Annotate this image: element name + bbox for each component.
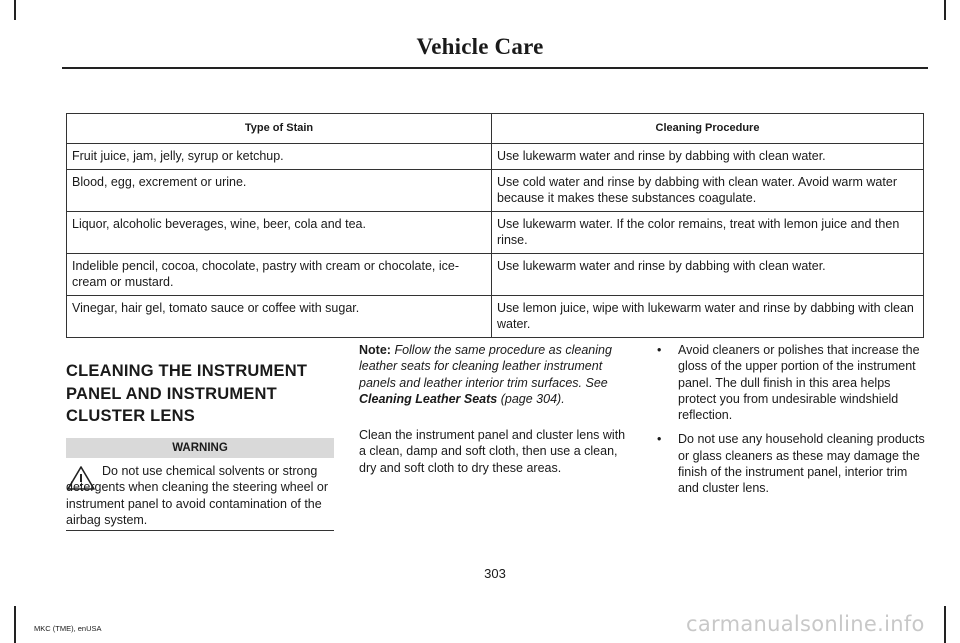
procedure-cell: Use lemon juice, wipe with lukewarm water and rinse by dabbing with clean water. [492, 296, 924, 338]
cross-reference-link[interactable]: Cleaning Leather Seats [359, 391, 498, 406]
list-item [655, 342, 927, 423]
procedure-cell: Use lukewarm water and rinse by dabbing with clean water. [492, 144, 924, 170]
stain-cell: Blood, egg, excrement or urine. [67, 170, 492, 212]
stain-cell: Liquor, alcoholic beverages, wine, beer, cola and tea. [67, 212, 492, 254]
list-item [655, 431, 927, 496]
stain-cell: Vinegar, hair gel, tomato sauce or coffee with sugar. [67, 296, 492, 338]
column-header-procedure: Cleaning Procedure [492, 114, 924, 144]
note-block [359, 342, 631, 407]
watermark: carmanualsonline.info [686, 612, 925, 636]
warning-label: WARNING [66, 438, 334, 458]
note-text: Follow the same procedure as cleaning leather seats for cleaning leather instrument panels and leather interior trim surfaces. [359, 343, 612, 390]
table-row [67, 296, 924, 338]
section-heading: CLEANING THE INSTRUMENT PANEL AND INSTRUMENT CLUSTER LENS [66, 362, 308, 425]
table-header-row [67, 114, 924, 144]
document-id: MKC (TME), enUSA [34, 624, 102, 633]
procedure-cell: Use cold water and rinse by dabbing with clean water. Avoid warm water because it makes these substances coagulate. [492, 170, 924, 212]
page-title: Vehicle Care [416, 34, 544, 59]
see-text: See [585, 375, 608, 390]
cross-reference-page: (page 304). [500, 391, 565, 406]
table-row [67, 254, 924, 296]
bullet-icon: • [657, 432, 662, 447]
bullet-text: Avoid cleaners or polishes that increase the gloss of the upper portion of the instrument panel. The dull finish in this area helps protect you from undesirable windshield reflection. [678, 343, 920, 423]
table-row [67, 212, 924, 254]
stain-cell: Fruit juice, jam, jelly, syrup or ketchup. [67, 144, 492, 170]
table-row [67, 170, 924, 212]
body-paragraph: Clean the instrument panel and cluster lens with a clean, damp and soft cloth, then use a clean, dry and soft cloth to dry these areas. [359, 428, 626, 475]
stain-cell: Indelible pencil, cocoa, chocolate, pastry with cream or chocolate, ice-cream or mustard. [67, 254, 492, 296]
bullet-icon: • [657, 343, 662, 357]
note-label: Note: [359, 343, 391, 357]
warning-divider [66, 530, 334, 531]
crop-mark-bottom-left [14, 606, 16, 643]
crop-mark-top-right [944, 0, 946, 20]
table-row [67, 144, 924, 170]
stain-table [66, 113, 924, 338]
crop-mark-bottom-right [944, 606, 946, 643]
warning-text: Do not use chemical solvents or strong detergents when cleaning the steering wheel or instrument panel to avoid contamination of the airbag system. [66, 464, 328, 527]
bullet-list [655, 342, 927, 505]
crop-mark-top-left [14, 0, 16, 20]
header-divider [62, 67, 928, 69]
page-number: 303 [484, 566, 506, 581]
procedure-cell: Use lukewarm water and rinse by dabbing with clean water. [492, 254, 924, 296]
procedure-cell: Use lukewarm water. If the color remains, treat with lemon juice and then rinse. [492, 212, 924, 254]
bullet-text: Do not use any household cleaning products or glass cleaners as these may damage the finish of the instrument panel, interior trim and cluster lens. [678, 432, 925, 496]
column-header-stain: Type of Stain [67, 114, 492, 144]
